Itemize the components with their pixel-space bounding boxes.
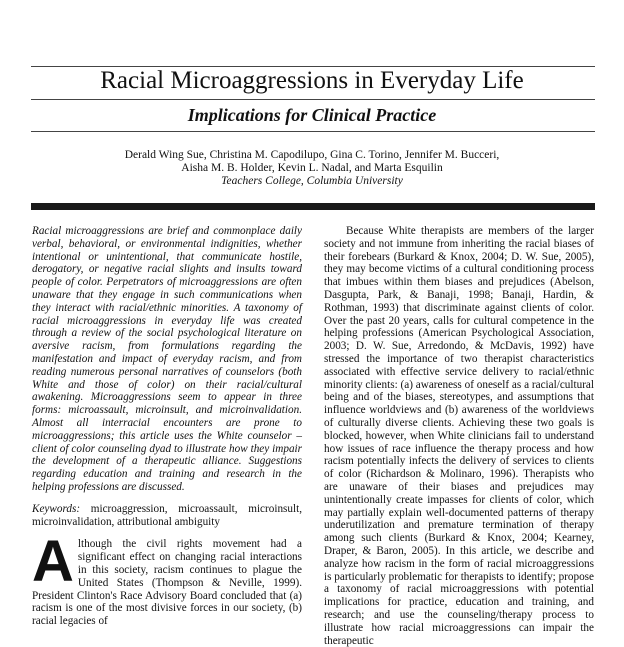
paper-subtitle: Implications for Clinical Practice xyxy=(187,105,437,125)
authors-line-1: Derald Wing Sue, Christina M. Capodilupo, Gina C. Torino, Jennifer M. Bucceri, xyxy=(124,149,500,161)
authors-line-2: Aisha M. B. Holder, Kevin L. Nadal, and Marta Esquilin xyxy=(181,162,443,174)
header-bar xyxy=(31,203,595,210)
abstract: Racial microaggressions are brief and commonplace daily verbal, behavioral, or environmental indignities, whether intentional or unintentional, that communicate hostile, derogatory, or negative racial slights and insults toward people of color. Perpetrators of microaggressions are often unaware that they engage in such communications when they interact with racial/ethnic minorities. A taxonomy of racial microaggressions in everyday life was created through a review of the social psychological literature on aversive racism, from formulations regarding the manifestation and impact of everyday racism, and from reading numerous personal narratives of counselors (both White and those of color) on their racial/cultural awakening. Microaggressions seem to appear in three forms: microassault, microinsult, and microinvalidation. Almost all interracial encounters are prone to microaggressions; this article uses the White counselor – client of color counseling dyad to illustrate how they impair the development of a therapeutic alliance. Suggestions regarding education and training and research in the helping professions are discussed. xyxy=(32,225,302,493)
left-column xyxy=(32,225,302,628)
drop-cap: A xyxy=(32,529,74,595)
title-divider xyxy=(31,99,595,100)
right-column xyxy=(324,225,594,647)
keywords-label: Keywords: xyxy=(32,502,81,515)
keywords-list: microaggression, microassault, microinsult, microinvalidation, attributional ambiguity xyxy=(32,502,302,528)
keywords xyxy=(32,503,302,529)
affiliation: Teachers College, Columbia University xyxy=(221,175,403,187)
intro-paragraph xyxy=(32,529,302,628)
paper-title: Racial Microaggressions in Everyday Life xyxy=(100,67,524,94)
author-block xyxy=(0,149,624,188)
intro-text: lthough the civil rights movement had a significant effect on changing racial interactions in this society, racism continues to plague the United States (Thompson & Neville, 1999). President Clinton's Race Advisory Board concluded that (a) racism is one of the most divisive forces in our society, (b) racial legacies of xyxy=(32,538,302,628)
subtitle-divider xyxy=(31,131,595,132)
body-paragraph: Because White therapists are members of the larger society and not immune from inheriting the racial biases of their forebears (Burkard & Knox, 2004; D. W. Sue, 2005), they may become victims of a cultural conditioning process that imbues within them biases and prejudices (Abelson, Dasgupta, Park, & Banaji, 1998; Banaji, Hardin, & Rothman, 1993) that discriminate against clients of color. Over the past 20 years, calls for cultural competence in the helping professions (American Psychological Association, 2003; D. W. Sue, Arredondo, & McDavis, 1992) have stressed the importance of two therapist characteristics associated with effective service delivery to racial/ethnic minority clients: (a) awareness of oneself as a racial/cultural being and of the biases, stereotypes, and assumptions that influence worldviews and (b) awareness of the worldviews of culturally diverse clients. Achieving these two goals is blocked, however, when White clinicians fail to understand how issues of race influence the therapy process and how racism potentially infects the delivery of services to clients of color (Richardson & Molinaro, 1996). Therapists who are unaware of their biases and prejudices may unintentionally create impasses for clients of color, which may partially explain well-documented patterns of therapy underutilization and premature termination of therapy among such clients (Burkard & Knox, 2004; Kearney, Draper, & Baron, 2005). In this article, we describe and analyze how racism in the form of racial microaggressions is particularly problematic for therapists to identify; propose a taxonomy of racial microaggressions with potential implications for practice, education and training, and research; and use the counseling/therapy process to illustrate how racial microaggressions can impair the therapeutic xyxy=(324,225,594,647)
